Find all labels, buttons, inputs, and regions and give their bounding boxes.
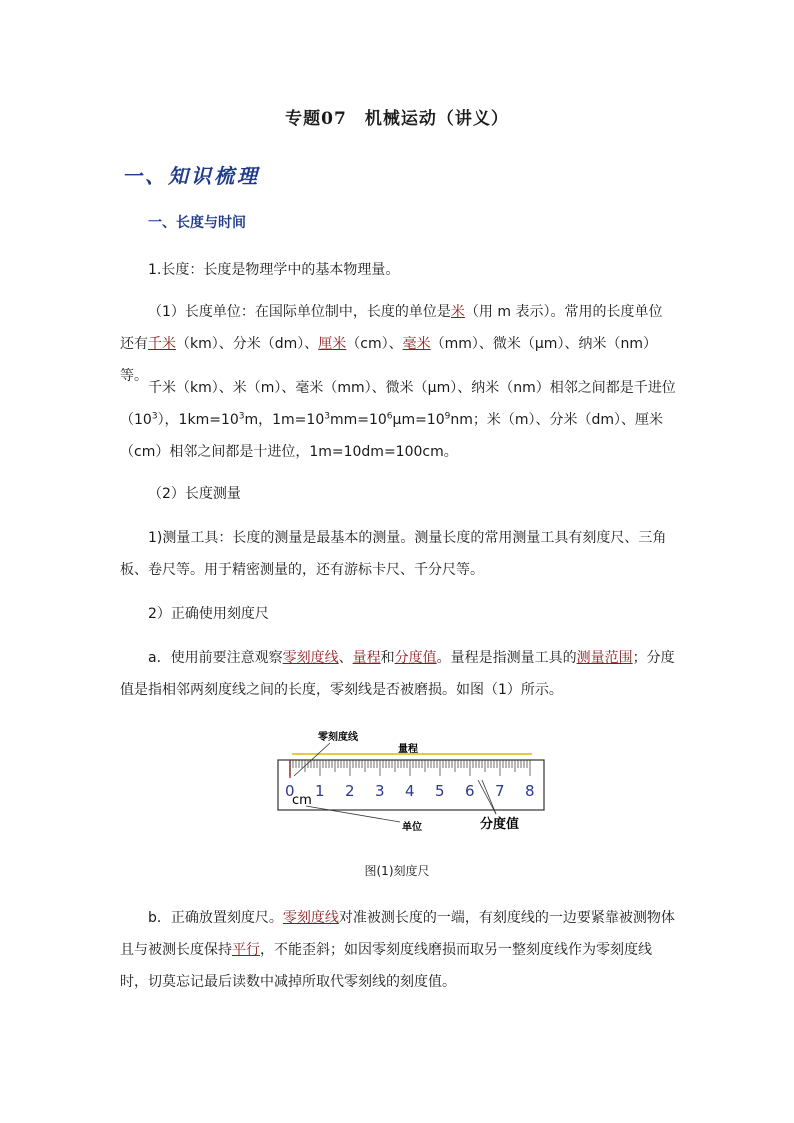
paragraph-length-measure: （2）长度测量 [148, 486, 241, 502]
text: （cm）、 [346, 336, 403, 352]
text: m，1m=10 [244, 412, 325, 428]
unit-label: 单位 [402, 822, 422, 833]
paragraph-unit-conversion [120, 372, 676, 468]
underlined-term: 厘米 [318, 336, 347, 352]
ruler-number: 6 [465, 782, 475, 800]
underlined-term: 分度值 [394, 650, 437, 666]
underlined-term: 量程 [352, 650, 381, 666]
paragraph-tools: 1)测量工具：长度的测量是最基本的测量。测量长度的常用测量工具有刻度尺、三角板、卷尺等。用于精密测量的，还有游标卡尺、千分尺等。 [120, 530, 667, 578]
figure-caption: 图(1)刻度尺 [364, 864, 430, 878]
ruler-number: 4 [405, 782, 415, 800]
superscript: 3 [151, 411, 158, 422]
paragraph-placement [120, 902, 676, 998]
text: 。量程是指测量工具的 [436, 650, 577, 666]
unit-text: cm [292, 793, 312, 808]
text: 和 [380, 650, 395, 666]
text: 、 [338, 650, 353, 666]
ruler-number: 3 [375, 782, 385, 800]
ruler-number: 2 [345, 782, 355, 800]
paragraph-observe [120, 642, 676, 706]
text: mm=10 [329, 412, 387, 428]
ruler-numbers [285, 782, 535, 800]
text: 千米（km）、米（m）、毫米（mm）、微米（μm）、纳米（nm）相邻之间都是千进位（10 [120, 380, 676, 428]
superscript: 3 [324, 411, 330, 422]
superscript: 3 [238, 411, 245, 422]
text: （km）、分米（dm）、 [176, 336, 319, 352]
superscript: 9 [444, 411, 451, 422]
paragraph-length-intro: 1.长度：长度是物理学中的基本物理量。 [148, 262, 400, 278]
underlined-term: 千米 [148, 336, 176, 352]
underlined-term: 测量范围 [576, 650, 633, 666]
text: μm=10 [392, 412, 445, 428]
ruler-number: 0 [285, 782, 295, 800]
text: （mm）、微米（μm）、纳米（nm）等。 [120, 336, 657, 384]
text: a．使用前要注意观察 [148, 650, 283, 666]
text: ；分度值是指相邻两刻度线之间的长度，零刻线是否被磨损。如图（1）所示。 [120, 650, 675, 698]
ruler-number: 5 [435, 782, 445, 800]
text: （用 m 表示）。常用的长度单位还有 [120, 304, 663, 352]
ruler-number: 8 [525, 782, 535, 800]
page-title: 专题07 机械运动（讲义） [285, 109, 509, 129]
underlined-term: 平行 [232, 942, 260, 958]
text: nm；米（m）、分米（dm）、厘米（cm）相邻之间都是十进位，1m=10dm=100cm。 [120, 412, 664, 460]
ruler-number: 7 [495, 782, 505, 800]
zero-line-label: 零刻度线 [318, 732, 358, 743]
text: ，不能歪斜；如因零刻度线磨损而取另一整刻度线作为零刻度线时，切莫忘记最后读数中减掉所取代零刻线的刻度值。 [120, 942, 652, 990]
range-label: 量程 [398, 744, 418, 755]
underlined-term: 零刻度线 [282, 650, 339, 666]
section-heading: 一、知识梳理 [122, 164, 260, 188]
underlined-term: 米 [450, 304, 465, 320]
ruler-figure [270, 722, 550, 842]
paragraph-ruler-use: 2）正确使用刻度尺 [148, 606, 269, 622]
superscript: 6 [386, 411, 393, 422]
subsection-heading: 一、长度与时间 [148, 215, 246, 231]
underlined-term: 毫米 [402, 336, 431, 352]
ruler-diagram [270, 722, 550, 842]
underlined-term: 零刻度线 [282, 910, 339, 926]
text: ），1km=10 [157, 412, 239, 428]
text: 对准被测长度的一端，有刻度线的一边要紧靠被测物体且与被测长度保持 [120, 910, 675, 958]
text: b．正确放置刻度尺。 [148, 910, 283, 926]
ruler-number: 1 [315, 782, 325, 800]
text: （1）长度单位：在国际单位制中，长度的单位是 [148, 304, 451, 320]
division-label: 分度值 [480, 817, 520, 832]
